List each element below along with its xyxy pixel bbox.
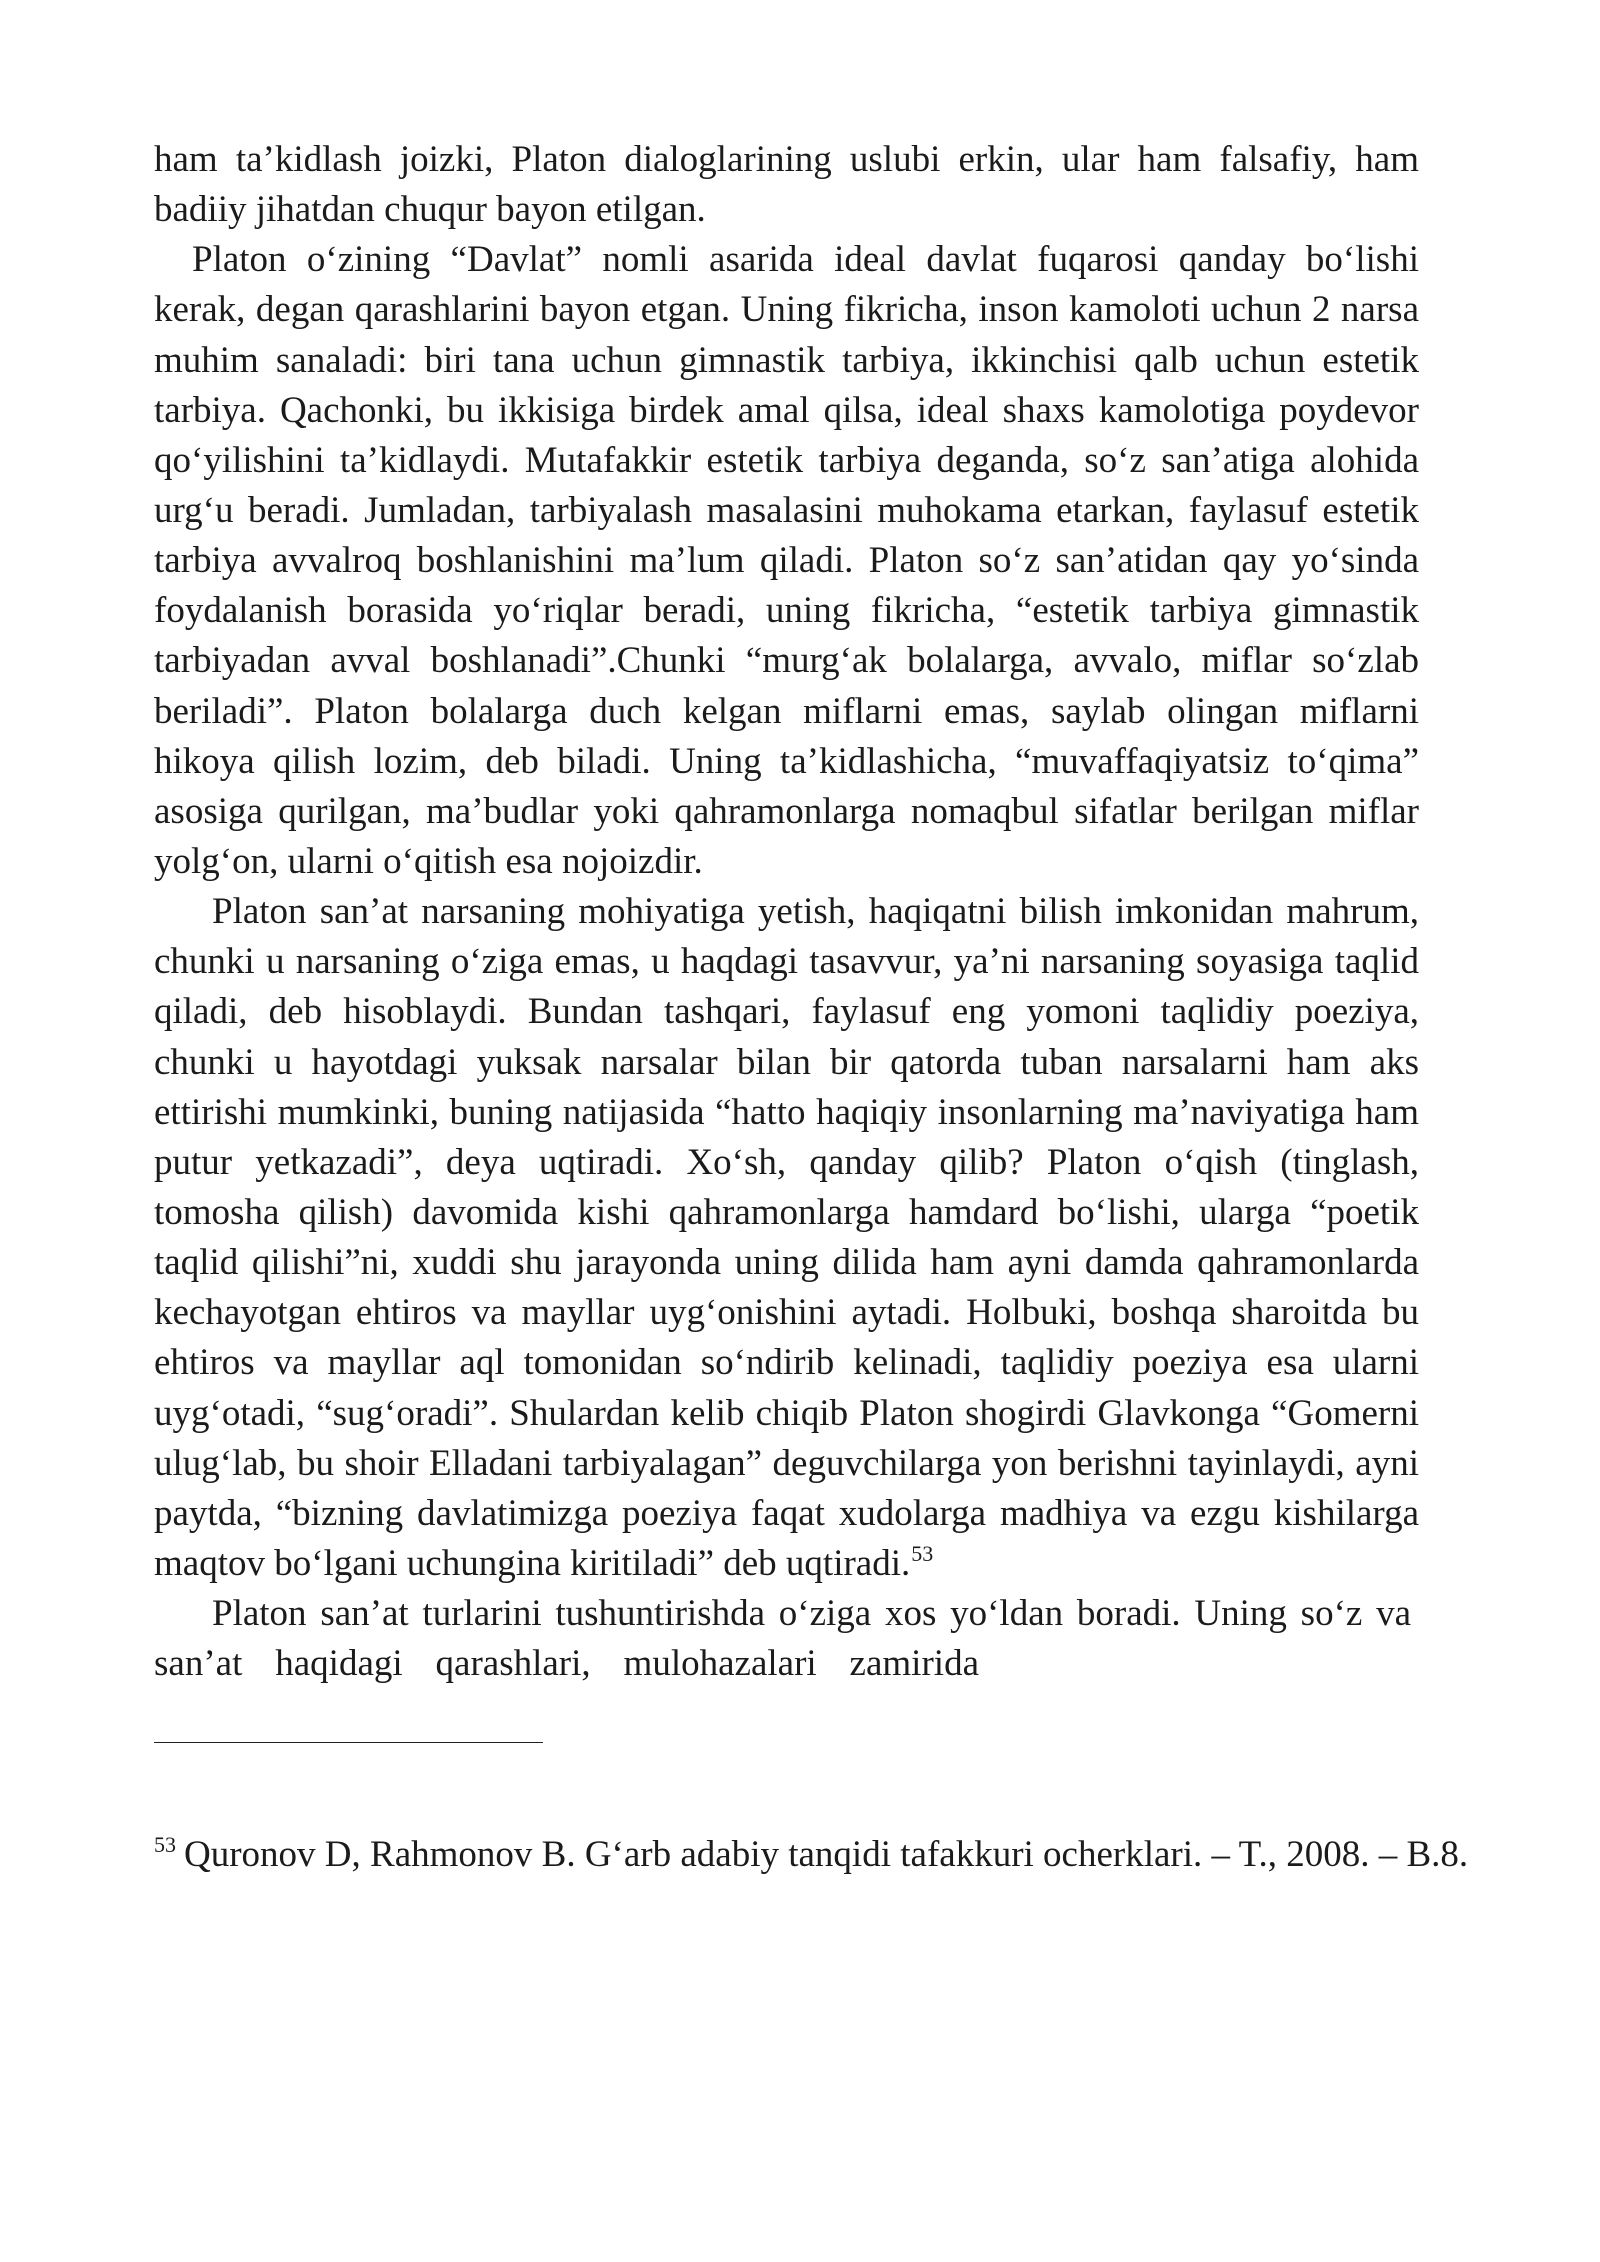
text-line: kerak, degan qarashlarini bayon etgan. Uning fikricha, inson kamoloti uchun 2 narsa — [154, 289, 1419, 331]
text-line: urg‘u beradi. Jumladan, tarbiyalash masalasini muhokama etarkan, faylasuf estetik — [154, 489, 1419, 531]
text-line-content: maqtov bo‘lgani uchungina kiritiladi” deb uqtiradi. — [154, 1542, 911, 1584]
text-line: ham ta’kidlash joizki, Platon dialoglarining uslubi erkin, ular ham falsafiy, ham — [154, 139, 1419, 180]
text-line: tarbiyadan avval boshlanadi”.Chunki “murg‘ak bolalarga, avvalo, miflar so‘zlab — [154, 640, 1419, 682]
text-line: qo‘yilishini ta’kidlaydi. Mutafakkir estetik tarbiya deganda, so‘z san’atiga alohida — [154, 439, 1419, 481]
text-line: putur yetkazadi”, deya uqtiradi. Xo‘sh, qanday qilib? Platon o‘qish (tinglash, — [154, 1141, 1419, 1183]
footnote-separator — [154, 1742, 543, 1743]
text-line: qiladi, deb hisoblaydi. Bundan tashqari, faylasuf eng yomoni taqlidiy poeziya, — [154, 991, 1419, 1033]
footnote-number: 53 — [154, 1832, 176, 1857]
text-line — [154, 1539, 1419, 1589]
text-line: hikoya qilish lozim, deb biladi. Uning ta’kidlashicha, “muvaffaqiyatsiz to‘qima” — [154, 740, 1419, 782]
text-line: Platon san’at turlarini tushuntirishda o‘ziga xos yo‘ldan boradi. Uning so‘z va — [212, 1593, 1411, 1635]
text-line: tomosha qilish) davomida kishi qahramonlarga hamdard bo‘lishi, ularga “poetik — [154, 1191, 1419, 1233]
text-line: beriladi”. Platon bolalarga duch kelgan miflarni emas, saylab olingan miflarni — [154, 690, 1419, 732]
text-line: ulug‘lab, bu shoir Elladani tarbiyalagan” deguvchilarga yon berishni tayinlaydi, ayni — [154, 1442, 1419, 1484]
text-line: uyg‘otadi, “sug‘oradi”. Shulardan kelib chiqib Platon shogirdi Glavkonga “Gomerni — [154, 1392, 1419, 1434]
text-line: muhim sanaladi: biri tana uchun gimnastik tarbiya, ikkinchisi qalb uchun estetik — [154, 339, 1419, 381]
paragraph — [154, 887, 1419, 1589]
paragraph — [154, 135, 1419, 235]
text-line: san’at haqidagi qarashlari, mulohazalari zamirida — [154, 1643, 979, 1685]
text-line: taqlid qilishi”ni, xuddi shu jarayonda uning dilida ham ayni damda qahramonlarda — [154, 1242, 1419, 1284]
text-line: ettirishi mumkinki, buning natijasida “hatto haqiqiy insonlarning ma’naviyatiga ham — [154, 1091, 1419, 1133]
text-line: foydalanish borasida yo‘riqlar beradi, uning fikricha, “estetik tarbiya gimnastik — [154, 590, 1419, 632]
text-line: Platon o‘zining “Davlat” nomli asarida ideal davlat fuqarosi qanday bo‘lishi — [192, 239, 1419, 281]
text-line: yolg‘on, ularni o‘qitish esa nojoizdir. — [154, 840, 703, 882]
text-line: ehtiros va mayllar aql tomonidan so‘ndirib kelinadi, taqlidiy poeziya esa ularni — [154, 1342, 1419, 1384]
paragraph — [154, 1589, 1419, 1689]
text-line: chunki u narsaning o‘ziga emas, u haqdagi tasavvur, ya’ni narsaning soyasiga taqlid — [154, 941, 1419, 983]
body-text — [154, 135, 1419, 1689]
footnote-text: Quronov D, Rahmonov B. G‘arb adabiy tanqidi tafakkuri ocherklari. – T., 2008. – B.8. — [184, 1834, 1469, 1875]
paragraph — [154, 235, 1419, 887]
footnote-reference: 53 — [911, 1540, 934, 1566]
text-line: paytda, “bizning davlatimizga poeziya faqat xudolarga madhiya va ezgu kishilarga — [154, 1492, 1419, 1534]
text-line: asosiga qurilgan, ma’budlar yoki qahramonlarga nomaqbul sifatlar berilgan miflar — [154, 790, 1419, 832]
text-line: kechayotgan ehtiros va mayllar uyg‘onishini aytadi. Holbuki, boshqa sharoitda bu — [154, 1292, 1419, 1334]
text-line: tarbiya. Qachonki, bu ikkisiga birdek amal qilsa, ideal shaxs kamolotiga poydevor — [154, 389, 1419, 431]
text-line: chunki u hayotdagi yuksak narsalar bilan bir qatorda tuban narsalarni ham aks — [154, 1041, 1419, 1083]
footnote — [154, 1830, 1468, 1880]
text-line: badiiy jihatdan chuqur bayon etilgan. — [154, 189, 706, 231]
text-line: Platon san’at narsaning mohiyatiga yetish, haqiqatni bilish imkonidan mahrum, — [212, 891, 1419, 933]
text-line: tarbiya avvalroq boshlanishini ma’lum qiladi. Platon so‘z san’atidan qay yo‘sinda — [154, 540, 1419, 582]
